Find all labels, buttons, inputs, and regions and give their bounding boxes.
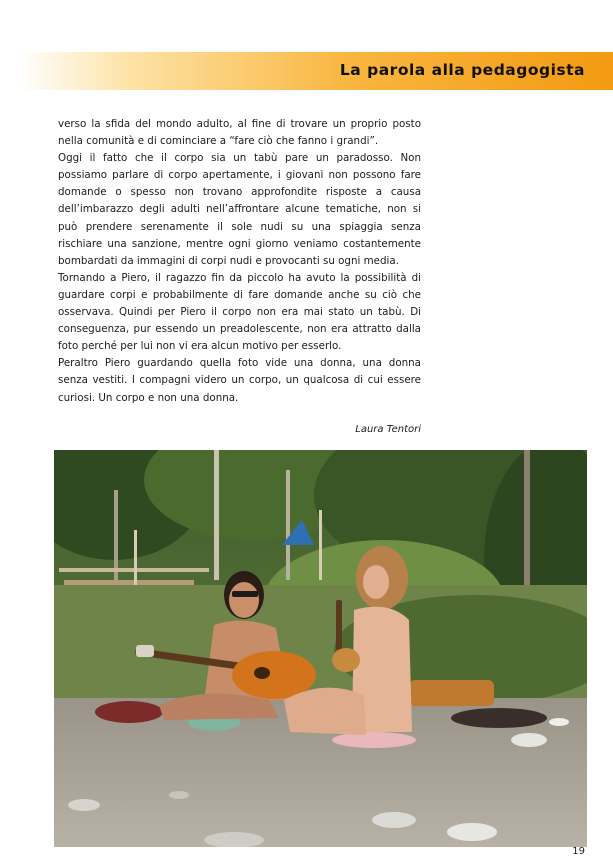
paragraph: Tornando a Piero, il ragazzo fin da piccolo ha avuto la possibilità di guardare corpi e probabilmente di fare domande anche su ciò che osservava. Quindi per Piero il corpo non era mai stato un tabù. Di conseguenza, pur essendo un preadolescente, non era attratto dalla foto perché per lui non vi era alcun motivo per esserlo.: [58, 271, 421, 353]
paragraph: Oggi il fatto che il corpo sia un tabù pare un paradosso. Non possiamo parlare di corpo apertamente, i giovani non possono fare domande o spesso non trovano approfondite risposte a causa dell’imbarazzo degli adulti nell’affrontare alcune tematiche, non si può prendere serenamente il sole nudi su una spiaggia senza rischiare una sanzione, mentre ogni giorno veniamo costantemente bombardati da immagini di corpi nudi e provocanti su ogni media.: [58, 152, 421, 267]
header-band: [20, 52, 613, 90]
article-photo: [54, 450, 587, 847]
article-body: [58, 116, 421, 407]
photo-icon: [54, 450, 587, 847]
paragraph: Peraltro Piero guardando quella foto vide una donna, una donna senza vestiti. I compagni videro un corpo, un qualcosa di cui essere curiosi. Un corpo e non una donna.: [58, 357, 421, 404]
page-number: 19: [572, 846, 585, 857]
author-signature: Laura Tentori: [355, 424, 421, 435]
paragraph: verso la sfida del mondo adulto, al fine di trovare un proprio posto nella comunità e di cominciare a “fare ciò che fanno i grandi”.: [58, 118, 421, 148]
section-title: La parola alla pedagogista: [339, 61, 585, 79]
